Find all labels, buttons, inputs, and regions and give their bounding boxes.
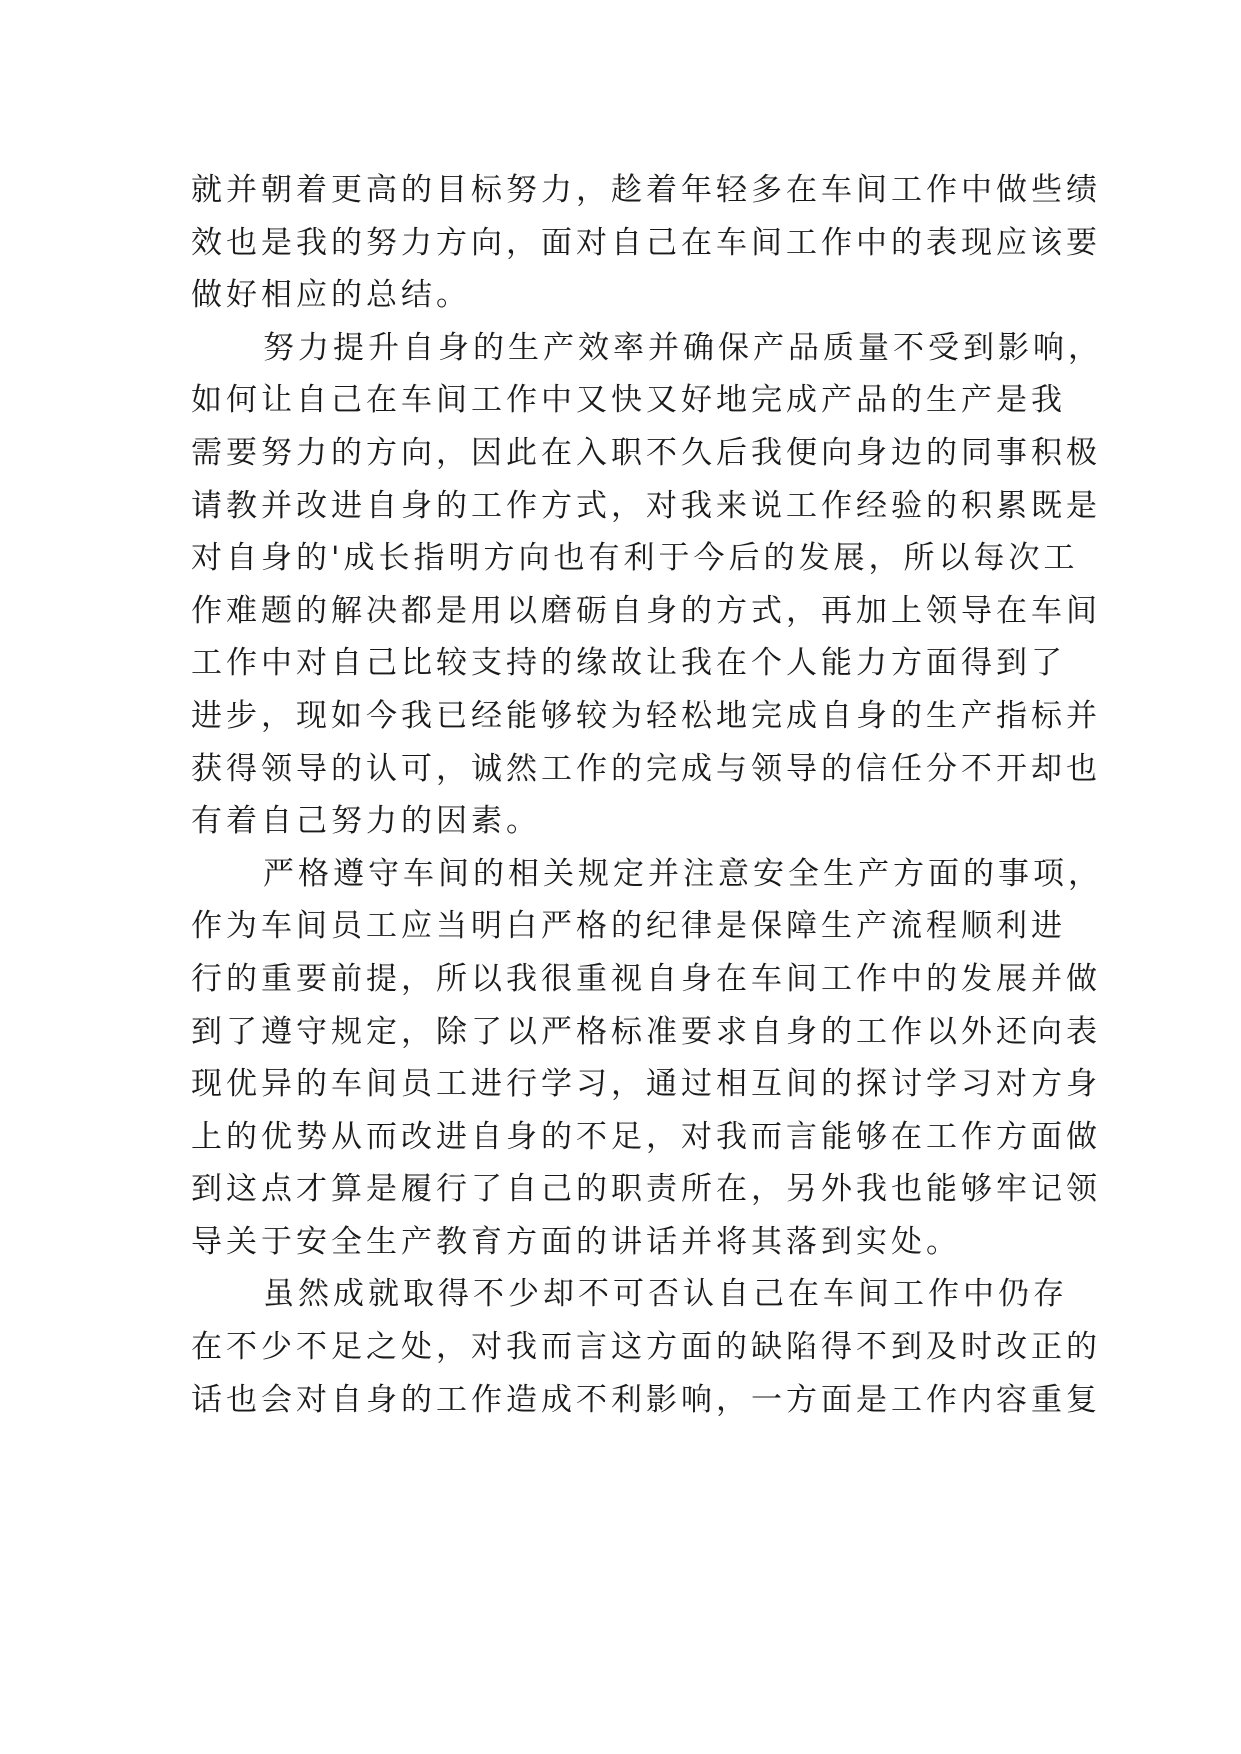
text-line: 做好相应的总结。 (191, 277, 471, 314)
text-line: 严格遵守车间的相关规定并注意安全生产方面的事项， (263, 855, 1103, 892)
text-line: 需要努力的方向，因此在入职不久后我便向身边的同事积极 (191, 434, 1101, 471)
text-line: 工作中对自己比较支持的缘故让我在个人能力方面得到了 (191, 645, 1066, 682)
text-line: 现优异的车间员工进行学习，通过相互间的探讨学习对方身 (191, 1066, 1101, 1103)
text-line: 作难题的解决都是用以磨砺自身的方式，再加上领导在车间 (191, 592, 1101, 629)
text-line: 到这点才算是履行了自己的职责所在，另外我也能够牢记领 (191, 1171, 1101, 1208)
text-line: 请教并改进自身的工作方式，对我来说工作经验的积累既是 (191, 487, 1101, 524)
text-line: 虽然成就取得不少却不可否认自己在车间工作中仍存 (263, 1276, 1068, 1313)
text-line: 进步，现如今我已经能够较为轻松地完成自身的生产指标并 (191, 697, 1101, 734)
text-line: 导关于安全生产教育方面的讲话并将其落到实处。 (191, 1223, 961, 1260)
text-line: 话也会对自身的工作造成不利影响，一方面是工作内容重复 (191, 1381, 1101, 1418)
text-line: 行的重要前提，所以我很重视自身在车间工作中的发展并做 (191, 960, 1101, 997)
text-line: 上的优势从而改进自身的不足，对我而言能够在工作方面做 (191, 1118, 1101, 1155)
text-line: 在不少不足之处，对我而言这方面的缺陷得不到及时改正的 (191, 1329, 1101, 1366)
text-line: 如何让自己在车间工作中又快又好地完成产品的生产是我 (191, 382, 1066, 419)
text-line: 努力提升自身的生产效率并确保产品质量不受到影响， (263, 329, 1103, 366)
document-body (191, 164, 1103, 1426)
text-line: 就并朝着更高的目标努力，趁着年轻多在车间工作中做些绩 (191, 172, 1101, 208)
text-line: 效也是我的努力方向，面对自己在车间工作中的表现应该要 (191, 224, 1101, 261)
text-line: 对自身的'成长指明方向也有利于今后的发展，所以每次工 (191, 540, 1079, 577)
text-line: 获得领导的认可，诚然工作的完成与领导的信任分不开却也 (191, 750, 1101, 787)
text-line: 到了遵守规定，除了以严格标准要求自身的工作以外还向表 (191, 1013, 1101, 1050)
text-line: 有着自己努力的因素。 (191, 803, 541, 840)
text-line: 作为车间员工应当明白严格的纪律是保障生产流程顺利进 (191, 908, 1066, 945)
